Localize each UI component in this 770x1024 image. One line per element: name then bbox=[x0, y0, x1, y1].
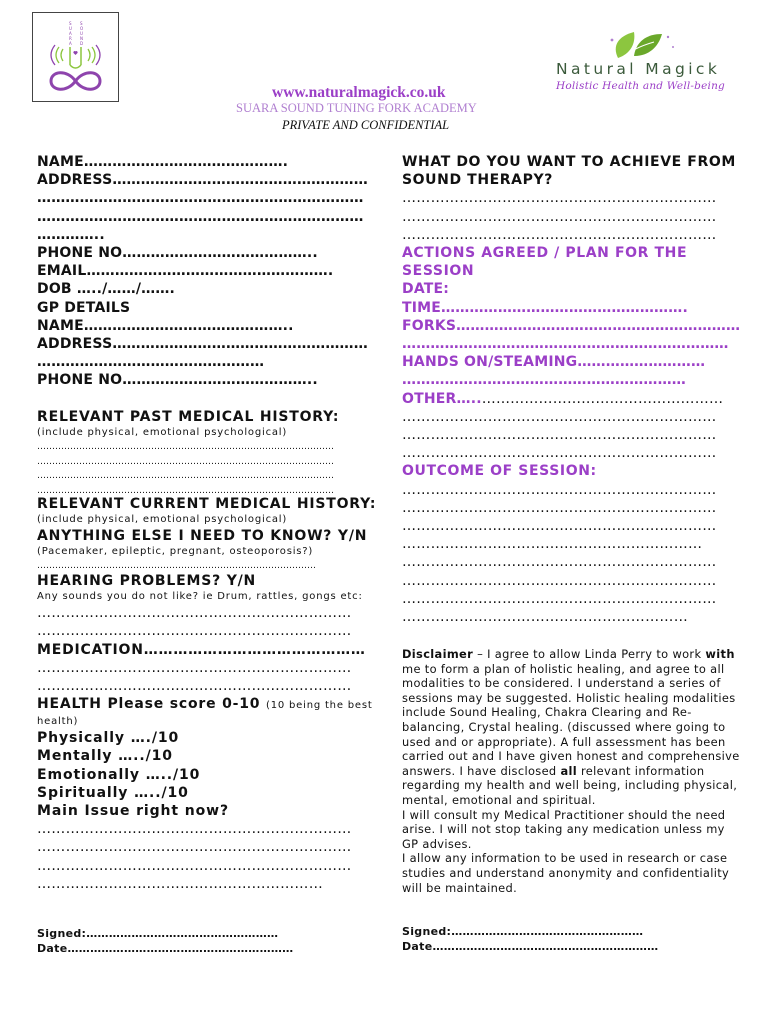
signed-field[interactable]: Signed:…………………………………………… bbox=[402, 925, 644, 938]
achieve-line[interactable]: ………………………………………………………… bbox=[402, 208, 717, 225]
address-line[interactable]: …………………………………………………………… bbox=[37, 208, 364, 225]
medication-field[interactable]: MEDICATION……………………………………… bbox=[37, 641, 366, 658]
outcome-line[interactable]: ………………………………………………………… bbox=[402, 572, 717, 589]
health-score-title: HEALTH Please score 0-10 bbox=[37, 696, 261, 712]
actions-heading: ACTIONS AGREED / PLAN FOR THE bbox=[402, 245, 688, 262]
disclaimer-text bbox=[402, 647, 742, 895]
achieve-question-cont: SOUND THERAPY? bbox=[402, 172, 553, 189]
other-field[interactable]: OTHER….. bbox=[402, 390, 482, 407]
gp-address-line[interactable]: ………………………………………… bbox=[37, 354, 265, 371]
health-score-section bbox=[37, 695, 373, 893]
date-field[interactable]: Date…………………………………………………… bbox=[402, 940, 659, 953]
session-time-field[interactable]: TIME……………………………………………. bbox=[402, 299, 688, 316]
emotionally-score[interactable]: Emotionally …../10 bbox=[37, 766, 201, 783]
medication-line[interactable]: ………………………………………………………… bbox=[37, 659, 352, 676]
achieve-line[interactable]: ………………………………………………………… bbox=[402, 226, 717, 243]
logo-letter: N bbox=[80, 36, 83, 41]
phone-field[interactable]: PHONE NO………………………………….. bbox=[37, 245, 318, 262]
hearing-question: HEARING PROBLEMS? Y/N bbox=[37, 573, 257, 589]
disclaimer-body: – I agree to allow Linda Perry to work bbox=[473, 647, 706, 661]
logo-letter: U bbox=[80, 31, 83, 36]
past-history-line[interactable]: ……………………………………………………………………………………… bbox=[37, 442, 334, 453]
suara-logo bbox=[32, 12, 119, 102]
forks-line[interactable]: …………………………………………………………… bbox=[402, 336, 729, 353]
achieve-line[interactable]: ………………………………………………………… bbox=[402, 190, 717, 207]
past-history-note: (include physical, emotional psychological) bbox=[37, 427, 288, 439]
mentally-score[interactable]: Mentally …../10 bbox=[37, 748, 173, 765]
disclaimer-body: me to form a plan of holistic healing, and agree to all modalities to be considered. I understand a series of sessions may be suggested. Holistic healing modalities include Sound Healing, Chakra Clearing and Re-balancing, Crystal healing. (discussed where going to used and or appropriate). A full assessment has been carried out and I have given honest and comprehensive answers. I have disclosed bbox=[402, 661, 740, 778]
other-line[interactable]: ………………………………………………………… bbox=[402, 445, 717, 462]
outcome-line[interactable]: ………………………………………………………… bbox=[402, 554, 717, 571]
main-issue-question: Main Issue right now? bbox=[37, 803, 230, 820]
past-history-title: RELEVANT PAST MEDICAL HISTORY: bbox=[37, 409, 340, 425]
dob-field[interactable]: DOB …../……/……. bbox=[37, 281, 176, 298]
logo-letter: D bbox=[80, 41, 84, 46]
logo-letter: S bbox=[69, 21, 72, 26]
address-line[interactable]: …………………………………………………………… bbox=[37, 190, 364, 207]
outcome-heading: OUTCOME OF SESSION: bbox=[402, 463, 597, 480]
address-field[interactable]: ADDRESS……………………………………………… bbox=[37, 172, 368, 189]
outcome-line[interactable]: ………………………………………………………… bbox=[402, 499, 717, 516]
past-history-line[interactable]: ……………………………………………………………………………………… bbox=[37, 485, 334, 496]
hearing-note: Any sounds you do not like? ie Drum, rattles, gongs etc: bbox=[37, 591, 363, 603]
other-line[interactable]: ………………………………………………………… bbox=[402, 408, 717, 425]
hearing-line[interactable]: ………………………………………………………… bbox=[37, 605, 352, 622]
right-signature-block bbox=[402, 924, 658, 954]
anything-else-note: (Pacemaker, epileptic, pregnant, osteoporosis?) bbox=[37, 546, 314, 558]
current-history-section bbox=[37, 495, 376, 574]
right-form-column bbox=[402, 153, 740, 626]
disclaimer-emphasis: with bbox=[705, 647, 735, 661]
date-field[interactable]: Date…………………………………………………… bbox=[37, 942, 294, 955]
address-line[interactable]: ………….. bbox=[37, 226, 105, 243]
health-score-note: (10 being the best bbox=[266, 700, 373, 711]
logo-letter: A bbox=[69, 31, 72, 36]
disclaimer-paragraph: I allow any information to be used in research or case studies and understand anonymity and confidentiality will be maintained. bbox=[402, 851, 730, 895]
spiritually-score[interactable]: Spiritually …../10 bbox=[37, 784, 189, 801]
gp-details-heading: GP DETAILS bbox=[37, 299, 131, 316]
health-score-note: health) bbox=[37, 716, 79, 728]
anything-else-line[interactable]: ………………………………………………………………………………… bbox=[37, 561, 316, 572]
website-url[interactable]: www.naturalmagick.co.uk bbox=[272, 84, 446, 101]
anything-else-question: ANYTHING ELSE I NEED TO KNOW? Y/N bbox=[37, 528, 368, 545]
logo-letter: A bbox=[69, 41, 72, 46]
logo-letter: R bbox=[69, 36, 72, 41]
other-line[interactable]: …………………………………………… bbox=[481, 390, 724, 407]
outcome-line[interactable]: ………………………………………………………… bbox=[402, 518, 717, 535]
outcome-line[interactable]: ………………………………………………………… bbox=[402, 590, 717, 607]
physically-score[interactable]: Physically …./10 bbox=[37, 730, 180, 747]
current-history-title: RELEVANT CURRENT MEDICAL HISTORY: bbox=[37, 496, 377, 512]
left-form-column bbox=[37, 153, 368, 390]
signed-field[interactable]: Signed:…………………………………………… bbox=[37, 927, 279, 940]
main-issue-line[interactable]: ………………………………………………………… bbox=[37, 821, 352, 838]
gp-name-field[interactable]: NAME…………………………………….. bbox=[37, 317, 294, 334]
hearing-section bbox=[37, 572, 366, 695]
disclaimer-label: Disclaimer bbox=[402, 647, 474, 661]
logo-letter: O bbox=[80, 26, 84, 31]
main-issue-line[interactable]: ………………………………………………………… bbox=[37, 857, 352, 874]
name-field[interactable]: NAME……………………………………. bbox=[37, 154, 289, 170]
medical-history-section bbox=[37, 408, 339, 498]
past-history-line[interactable]: ……………………………………………………………………………………… bbox=[37, 456, 334, 467]
gp-address-field[interactable]: ADDRESS……………………………………………… bbox=[37, 336, 368, 353]
disclaimer-body: relevant information regarding my health and well being, including physical, mental, emotional and spiritual. bbox=[402, 763, 738, 807]
main-issue-line[interactable]: ………………………………………………………… bbox=[37, 839, 352, 856]
outcome-line[interactable]: ……………………………………………………… bbox=[402, 536, 703, 553]
other-line[interactable]: ………………………………………………………… bbox=[402, 427, 717, 444]
achieve-question: WHAT DO YOU WANT TO ACHIEVE FROM bbox=[402, 154, 736, 170]
academy-name: SUARA SOUND TUNING FORK ACADEMY bbox=[236, 101, 477, 115]
main-issue-line[interactable]: …………………………………………………… bbox=[37, 875, 323, 892]
hands-on-field[interactable]: HANDS ON/STEAMING……………………… bbox=[402, 354, 706, 371]
session-date-field[interactable]: DATE: bbox=[402, 281, 450, 298]
forks-field[interactable]: FORKS…………………………………………………… bbox=[402, 317, 741, 334]
actions-heading-cont: SESSION bbox=[402, 263, 475, 280]
email-field[interactable]: EMAIL……………………………………………. bbox=[37, 263, 334, 280]
brand-name: Natural Magick bbox=[556, 60, 721, 78]
left-signature-block bbox=[37, 926, 293, 956]
leaf-icon bbox=[550, 28, 740, 62]
logo-letter: U bbox=[69, 26, 72, 31]
outcome-line[interactable]: ………………………………………………………… bbox=[402, 481, 717, 498]
medication-line[interactable]: ………………………………………………………… bbox=[37, 678, 352, 695]
past-history-line[interactable]: ……………………………………………………………………………………… bbox=[37, 471, 334, 482]
natural-magick-logo bbox=[550, 28, 740, 98]
confidential-label: PRIVATE AND CONFIDENTIAL bbox=[282, 118, 450, 132]
hands-on-line[interactable]: …………………………………………………… bbox=[402, 372, 686, 389]
gp-phone-field[interactable]: PHONE NO………………………………….. bbox=[37, 372, 318, 389]
brand-tagline: Holistic Health and Well-being bbox=[556, 80, 725, 92]
logo-letter: S bbox=[80, 21, 83, 26]
outcome-line[interactable]: …………………………………………………… bbox=[402, 609, 688, 626]
current-history-note: (include physical, emotional psychological) bbox=[37, 514, 288, 526]
disclaimer-emphasis: all bbox=[560, 763, 578, 778]
hearing-line[interactable]: ………………………………………………………… bbox=[37, 623, 352, 640]
disclaimer-paragraph: I will consult my Medical Practitioner should the need arise. I will not stop taking any medication unless my GP advises. bbox=[402, 807, 726, 851]
suara-infinity-logo-icon bbox=[33, 13, 118, 101]
